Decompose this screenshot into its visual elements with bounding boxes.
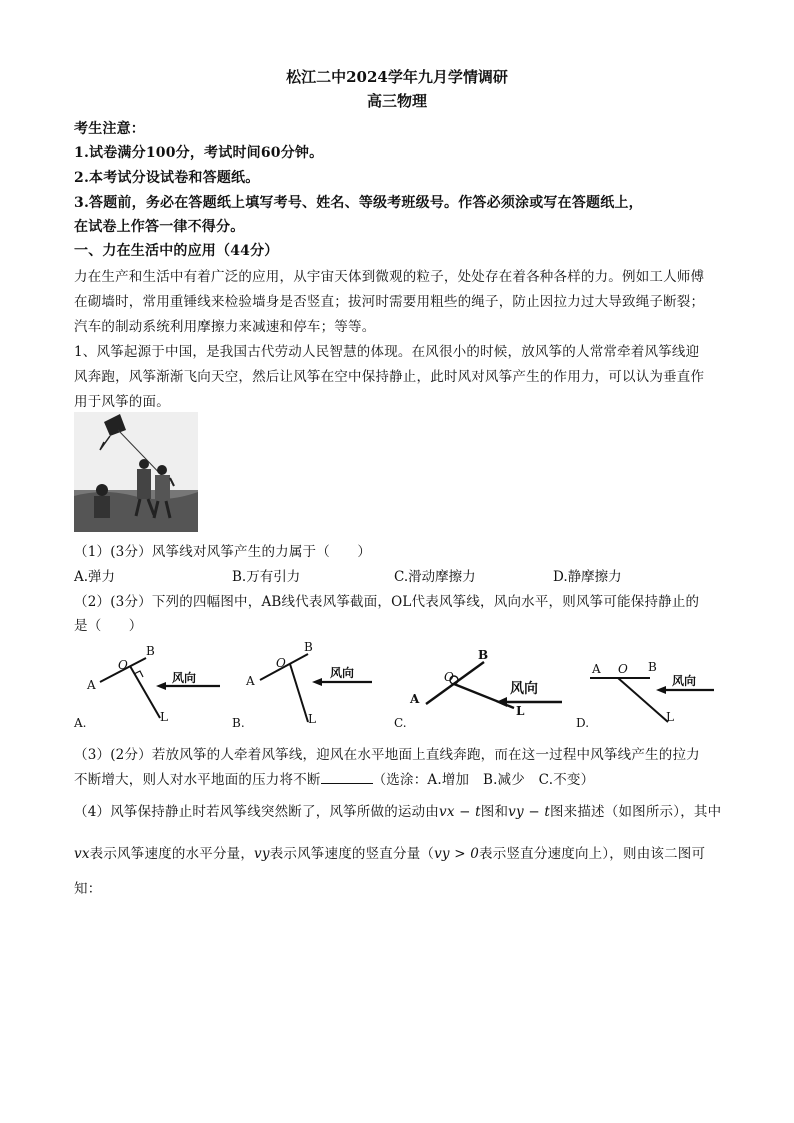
q1-3-line-1: （3）(2分）若放风筝的人牵着风筝线，迎风在水平地面上直线奔跑，而在这一过程中风筝线产生的拉力 [74,747,700,763]
label-a: A [410,692,420,706]
q1-1-option-b: B.万有引力 [232,569,301,585]
label-wind: 风向 [672,674,697,688]
q1-1-option-d: D.静摩擦力 [553,569,622,585]
figure-a-tag: A. [74,716,87,730]
figure-a [72,640,222,730]
figure-c [392,640,562,730]
label-b: B [304,640,313,654]
q1-4-text-f: 表示竖直分速度向上），则由该二图可 [479,846,706,862]
figure-b [232,640,382,730]
figure-b-tag: B. [232,716,245,730]
q1-stem-line-1: 1、风筝起源于中国，是我国古代劳动人民智慧的体现。在风很小的时候，放风筝的人常常牵着风筝线迎 [74,344,700,360]
notice-item-1: 1.试卷满分100分，考试时间60分钟。 [74,145,324,161]
figure-c-tag: C. [394,716,407,730]
q1-4-text-b: 图和 [480,804,509,820]
vy-symbol: vy [254,846,270,862]
exam-subject: 高三物理 [366,92,427,110]
q1-3-text-after: （选涂：A.增加 B.减少 C.不变） [372,772,595,788]
q1-stem-line-3: 用于风筝的面。 [74,394,170,410]
vy-positive-symbol: vy > 0 [434,846,480,862]
label-l: L [160,710,168,724]
q1-4-line-2 [74,842,705,862]
exam-title: 松江二中2024学年九月学情调研 [286,68,508,86]
q1-1-option-a: A.弹力 [74,569,116,585]
label-wind: 风向 [172,671,197,685]
vx-t-symbol: vx − t [439,804,481,820]
notice-item-3-cont: 在试卷上作答一律不得分。 [74,219,245,235]
intro-line-3: 汽车的制动系统利用摩擦力来减速和停车；等等。 [74,319,376,335]
figure-d-tag: D. [576,716,590,730]
label-wind: 风向 [510,681,538,697]
answer-blank[interactable] [321,771,373,784]
label-o: O [444,670,454,684]
intro-line-1: 力在生产和生活中有着广泛的应用，从宇宙天体到微观的粒子，处处存在着各种各样的力。例如工人师傅 [74,269,705,285]
q1-3-line-2 [74,768,594,788]
label-o: O [618,662,628,676]
q1-4-line-3: 知： [74,881,102,897]
kite-illustration [74,412,198,532]
label-wind: 风向 [330,666,355,680]
label-b: B [146,644,155,658]
label-l: L [308,712,316,726]
q1-3-text-before: 不断增大，则人对水平地面的压力将不断 [74,772,321,788]
q1-4-text-e: 表示风筝速度的竖直分量（ [269,846,435,862]
vx-symbol: vx [74,846,90,862]
q1-1-option-c: C.滑动摩擦力 [394,569,476,585]
label-o: O [118,658,128,672]
label-o: O [276,656,286,670]
notice-item-3: 3.答题前，务必在答题纸上填写考号、姓名、等级考班级号。作答必须涂或写在答题纸上， [74,195,643,211]
notice-heading: 考生注意： [74,121,145,137]
vy-t-symbol: vy − t [508,804,550,820]
q1-2-stem-line-1: （2）(3分）下列的四幅图中，AB线代表风筝截面，OL代表风筝线，风向水平，则风筝可能保持静止的 [74,594,700,610]
label-b: B [648,660,657,674]
q1-4-text-d: 表示风筝速度的水平分量， [89,846,255,862]
label-l: L [666,710,674,724]
q1-2-stem-line-2: 是（ ） [74,618,143,634]
q1-4-line-1 [74,800,721,820]
label-b: B [478,648,489,662]
label-l: L [516,704,525,718]
section-heading: 一、力在生活中的应用（44分） [74,243,279,259]
label-a: A [246,674,255,688]
notice-item-2: 2.本考试分设试卷和答题纸。 [74,170,260,186]
intro-line-2: 在砌墙时，常用重锤线来检验墙身是否竖直；拔河时需要用粗些的绳子，防止因拉力过大导致绳子断裂； [74,294,705,310]
q1-stem-line-2: 风奔跑，风筝渐渐飞向天空，然后让风筝在空中保持静止，此时风对风筝产生的作用力，可以认为垂直作 [74,369,705,385]
label-a: A [87,678,96,692]
kite-photo [74,412,198,532]
q1-1-stem: （1）(3分）风筝线对风筝产生的力属于（ ） [74,544,372,560]
figure-d [576,640,716,730]
q1-4-text-c: 图来描述（如图所示），其中 [549,804,722,820]
q1-4-text-a: （4）风筝保持静止时若风筝线突然断了，风筝所做的运动由 [74,804,439,820]
label-a: A [592,662,601,676]
